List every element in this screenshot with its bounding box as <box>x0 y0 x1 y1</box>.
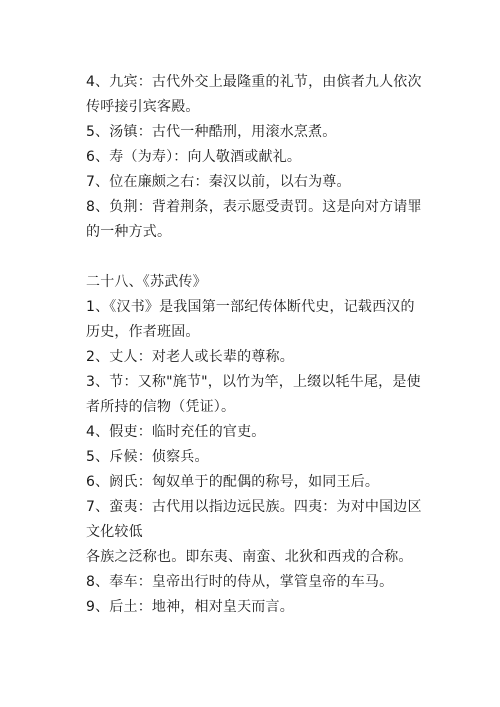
list-item: 7、位在廉颇之右：秦汉以前，以右为尊。 <box>86 174 351 190</box>
section-prev-list <box>86 70 426 245</box>
list-item: 6、寿（为寿）：向人敬酒或献礼。 <box>86 149 302 165</box>
section-heading: 二十八、《苏武传》 <box>86 274 207 290</box>
section-gap <box>86 245 426 270</box>
section-suwu-list <box>86 295 426 620</box>
list-item: 6、阏氏：匈奴单于的配偶的称号，如同王后。 <box>86 474 380 490</box>
list-item: 4、假吏：临时充任的官吏。 <box>86 424 266 440</box>
list-item: 5、汤镇：古代一种酷刑，用滚水烹煮。 <box>86 124 337 140</box>
list-item: 8、奉车：皇帝出行时的侍从，掌管皇帝的车马。 <box>86 574 394 590</box>
list-item: 7、蛮夷：古代用以指边远民族。四夷：为对中国边区文化较低 <box>86 499 422 540</box>
list-item: 各族之泛称也。即东夷、南蛮、北狄和西戎的合称。 <box>86 549 413 565</box>
list-item: 1、《汉书》是我国第一部纪传体断代史，记载西汉的历史，作者班固。 <box>86 299 415 340</box>
list-item: 9、后土：地神，相对皇天而言。 <box>86 599 294 615</box>
document-body <box>86 70 426 620</box>
list-item: 2、丈人：对老人或长辈的尊称。 <box>86 349 294 365</box>
list-item: 3、节：又称"旄节"，以竹为竿，上缀以牦牛尾，是使者所持的信物（凭证）。 <box>86 374 421 415</box>
list-item: 8、负荆：背着荆条，表示愿受责罚。这是向对方请罪的一种方式。 <box>86 199 422 240</box>
list-item: 4、九宾：古代外交上最隆重的礼节，由傧者九人依次传呼接引宾客殿。 <box>86 74 422 115</box>
list-item: 5、斥候：侦察兵。 <box>86 449 209 465</box>
